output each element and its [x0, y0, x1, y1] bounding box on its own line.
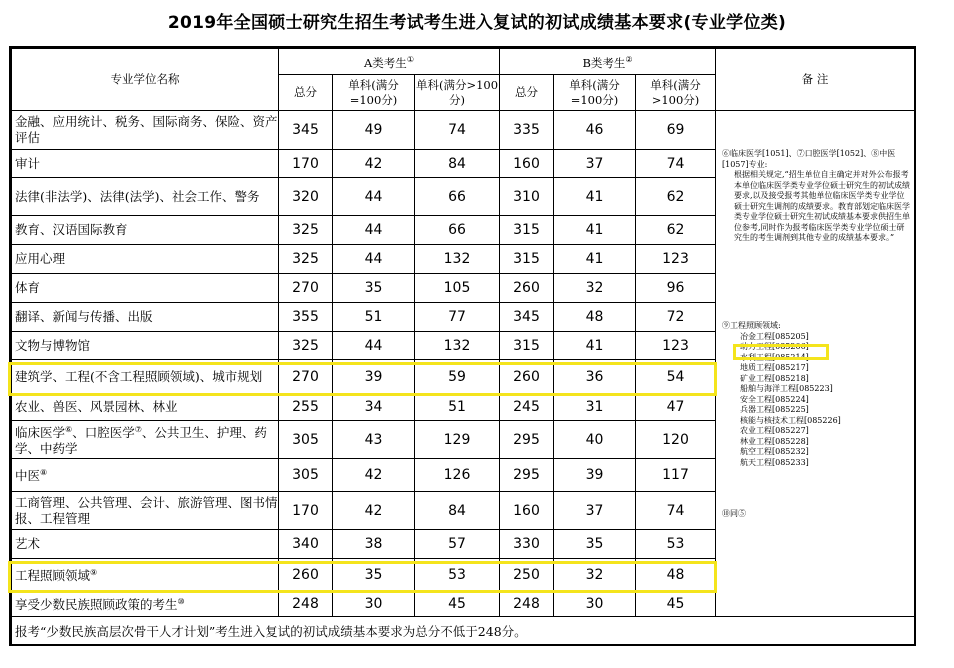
score-b-s100: 40: [554, 421, 636, 459]
score-a-total: 340: [279, 530, 333, 559]
engineering-field-item: 水利工程[085214]: [740, 352, 809, 362]
header-group-a: A类考生①: [279, 49, 500, 75]
score-a-total: 325: [279, 332, 333, 360]
score-a-sgt: 132: [415, 332, 500, 360]
score-a-total: 325: [279, 245, 333, 274]
major-name: 文物与博物馆: [12, 332, 279, 360]
score-b-sgt: 123: [636, 245, 716, 274]
score-a-total: 355: [279, 303, 333, 332]
major-name: 体育: [12, 274, 279, 303]
score-b-s100: 41: [554, 178, 636, 216]
page-title: 2019年全国硕士研究生招生考试考生进入复试的初试成绩基本要求(专业学位类): [167, 13, 787, 33]
score-b-s100: 39: [554, 459, 636, 492]
engineering-field-item: 核能与核技术工程[085226]: [740, 415, 841, 425]
header-a-single-100: 单科(满分=100分): [333, 75, 415, 111]
major-name: 法律(非法学)、法律(法学)、社会工作、警务: [12, 178, 279, 216]
score-b-sgt: 96: [636, 274, 716, 303]
engineering-field-item: 农业工程[085227]: [740, 426, 809, 435]
score-b-total: 315: [500, 332, 554, 360]
score-a-sgt: 45: [415, 591, 500, 617]
score-b-sgt: 48: [636, 559, 716, 591]
score-b-sgt: 53: [636, 530, 716, 559]
score-a-s100: 44: [333, 178, 415, 216]
score-b-s100: 35: [554, 530, 636, 559]
remark-medical: ⑥临床医学[1051]、⑦口腔医学[1052]、⑧中医[1057]专业: 根据相关规定,“招生单位自主确定并对外公布报考本单位临床医学类专业学位硕士研究生的初试成绩要求,以及接受报考其他单位临床医学类专业学位硕士研究生调剂的成绩要求。教育部划定临床医学类专业学位硕士研究生初试成绩基本要求供招生单位参考,同时作为报考临床医学类专业学位硕士研究生的考生调剂到其他专业的成绩基本要求。”: [722, 149, 910, 242]
score-b-s100: 48: [554, 303, 636, 332]
score-a-sgt: 84: [415, 492, 500, 530]
score-a-sgt: 126: [415, 459, 500, 492]
score-b-sgt: 120: [636, 421, 716, 459]
engineering-field-item: 航空工程[085232]: [740, 447, 809, 456]
score-a-total: 170: [279, 150, 333, 178]
score-a-sgt: 66: [415, 178, 500, 216]
engineering-field-item: 矿业工程[085218]: [740, 373, 809, 383]
header-remarks: 备 注: [716, 49, 915, 111]
major-name: 金融、应用统计、税务、国际商务、保险、资产评估: [12, 111, 279, 150]
score-a-s100: 30: [333, 591, 415, 617]
score-b-s100: 30: [554, 591, 636, 617]
score-a-total: 305: [279, 459, 333, 492]
score-a-sgt: 51: [415, 394, 500, 421]
major-name: 享受少数民族照顾政策的考生⑩: [12, 591, 279, 617]
engineering-field-item: 船舶与海洋工程[085223]: [740, 384, 833, 393]
score-a-s100: 44: [333, 245, 415, 274]
score-a-s100: 38: [333, 530, 415, 559]
score-a-sgt: 66: [415, 216, 500, 245]
major-name: 教育、汉语国际教育: [12, 216, 279, 245]
score-a-s100: 43: [333, 421, 415, 459]
score-a-total: 270: [279, 274, 333, 303]
score-a-s100: 42: [333, 150, 415, 178]
score-b-total: 245: [500, 394, 554, 421]
engineering-field-item: 安全工程[085224]: [740, 394, 809, 404]
score-b-s100: 31: [554, 394, 636, 421]
major-name: 工程照顾领域⑨: [12, 559, 279, 591]
score-a-s100: 34: [333, 394, 415, 421]
major-name: 应用心理: [12, 245, 279, 274]
score-a-total: 320: [279, 178, 333, 216]
header-a-total: 总分: [279, 75, 333, 111]
score-a-total: 255: [279, 394, 333, 421]
score-a-sgt: 53: [415, 559, 500, 591]
score-b-sgt: 62: [636, 178, 716, 216]
score-a-sgt: 84: [415, 150, 500, 178]
score-a-s100: 49: [333, 111, 415, 150]
remark-engineering: ⑨工程照顾领域: 冶金工程[085205] 动力工程[085206] 水利工程[085214] 地质工程[085217] 矿业工程[085218] 船舶与海洋工程[085223] 安全工程[085224] 兵器工程[085225] 核能与核技术工程[085226] 农业工程[085227] 林业工程[085228] 航空工程[085232] 航天工程[085233]: [722, 321, 910, 468]
engineering-field-item: 动力工程[085206]: [740, 342, 809, 351]
score-b-s100: 32: [554, 559, 636, 591]
major-name: 中医⑧: [12, 459, 279, 492]
score-a-s100: 44: [333, 216, 415, 245]
score-a-sgt: 74: [415, 111, 500, 150]
score-b-total: 315: [500, 216, 554, 245]
score-b-sgt: 69: [636, 111, 716, 150]
score-b-total: 345: [500, 303, 554, 332]
score-b-sgt: 74: [636, 150, 716, 178]
score-b-s100: 37: [554, 150, 636, 178]
header-name: 专业学位名称: [12, 49, 279, 111]
score-a-s100: 44: [333, 332, 415, 360]
score-a-s100: 35: [333, 559, 415, 591]
score-a-total: 248: [279, 591, 333, 617]
score-b-total: 310: [500, 178, 554, 216]
score-b-sgt: 54: [636, 360, 716, 394]
score-a-sgt: 59: [415, 360, 500, 394]
score-b-s100: 32: [554, 274, 636, 303]
score-b-total: 335: [500, 111, 554, 150]
header-group-b: B类考生②: [500, 49, 716, 75]
major-name: 艺术: [12, 530, 279, 559]
major-name: 建筑学、工程(不含工程照顾领域)、城市规划: [12, 360, 279, 394]
score-a-sgt: 132: [415, 245, 500, 274]
score-a-s100: 39: [333, 360, 415, 394]
score-b-total: 160: [500, 492, 554, 530]
remark-same: ⑩同⑤: [722, 509, 746, 518]
score-b-s100: 41: [554, 216, 636, 245]
score-b-sgt: 62: [636, 216, 716, 245]
highlight-box-architecture-row: [8, 362, 717, 396]
score-b-total: 248: [500, 591, 554, 617]
header-b-single-100: 单科(满分=100分): [554, 75, 636, 111]
major-name: 工商管理、公共管理、会计、旅游管理、图书情报、工程管理: [12, 492, 279, 530]
score-b-total: 260: [500, 360, 554, 394]
score-a-total: 305: [279, 421, 333, 459]
major-name: 临床医学⑥、口腔医学⑦、公共卫生、护理、药学、中药学: [12, 421, 279, 459]
score-b-sgt: 117: [636, 459, 716, 492]
highlight-box-power-engineering: [733, 344, 829, 360]
header-a-single-gt100: 单科(满分>100分): [415, 75, 500, 111]
major-name: 农业、兽医、风景园林、林业: [12, 394, 279, 421]
header-b-single-gt100: 单科(满分>100分): [636, 75, 716, 111]
score-a-total: 345: [279, 111, 333, 150]
score-b-sgt: 45: [636, 591, 716, 617]
score-a-sgt: 129: [415, 421, 500, 459]
score-a-total: 260: [279, 559, 333, 591]
major-name: 翻译、新闻与传播、出版: [12, 303, 279, 332]
engineering-field-item: 航天工程[085233]: [740, 457, 809, 467]
score-b-total: 315: [500, 245, 554, 274]
score-b-sgt: 74: [636, 492, 716, 530]
engineering-field-item: 冶金工程[085205]: [740, 331, 809, 341]
header-b-total: 总分: [500, 75, 554, 111]
footer-note: 报考“少数民族高层次骨干人才计划”考生进入复试的初试成绩基本要求为总分不低于248分。: [12, 617, 915, 645]
score-b-s100: 41: [554, 332, 636, 360]
engineering-field-item: 兵器工程[085225]: [740, 405, 809, 414]
score-b-sgt: 47: [636, 394, 716, 421]
score-b-s100: 36: [554, 360, 636, 394]
score-b-s100: 37: [554, 492, 636, 530]
score-a-sgt: 105: [415, 274, 500, 303]
highlight-box-engineering-row: [8, 561, 717, 593]
score-b-total: 295: [500, 421, 554, 459]
score-a-sgt: 57: [415, 530, 500, 559]
score-a-s100: 42: [333, 492, 415, 530]
score-b-total: 295: [500, 459, 554, 492]
score-a-s100: 42: [333, 459, 415, 492]
score-b-sgt: 72: [636, 303, 716, 332]
score-a-total: 270: [279, 360, 333, 394]
score-a-s100: 35: [333, 274, 415, 303]
score-a-s100: 51: [333, 303, 415, 332]
major-name: 审计: [12, 150, 279, 178]
score-b-sgt: 123: [636, 332, 716, 360]
score-a-sgt: 77: [415, 303, 500, 332]
score-b-total: 250: [500, 559, 554, 591]
score-b-s100: 46: [554, 111, 636, 150]
score-b-s100: 41: [554, 245, 636, 274]
score-b-total: 160: [500, 150, 554, 178]
score-b-total: 330: [500, 530, 554, 559]
score-a-total: 170: [279, 492, 333, 530]
engineering-field-item: 地质工程[085217]: [740, 363, 809, 372]
engineering-field-item: 林业工程[085228]: [740, 436, 809, 446]
score-a-total: 325: [279, 216, 333, 245]
score-b-total: 260: [500, 274, 554, 303]
